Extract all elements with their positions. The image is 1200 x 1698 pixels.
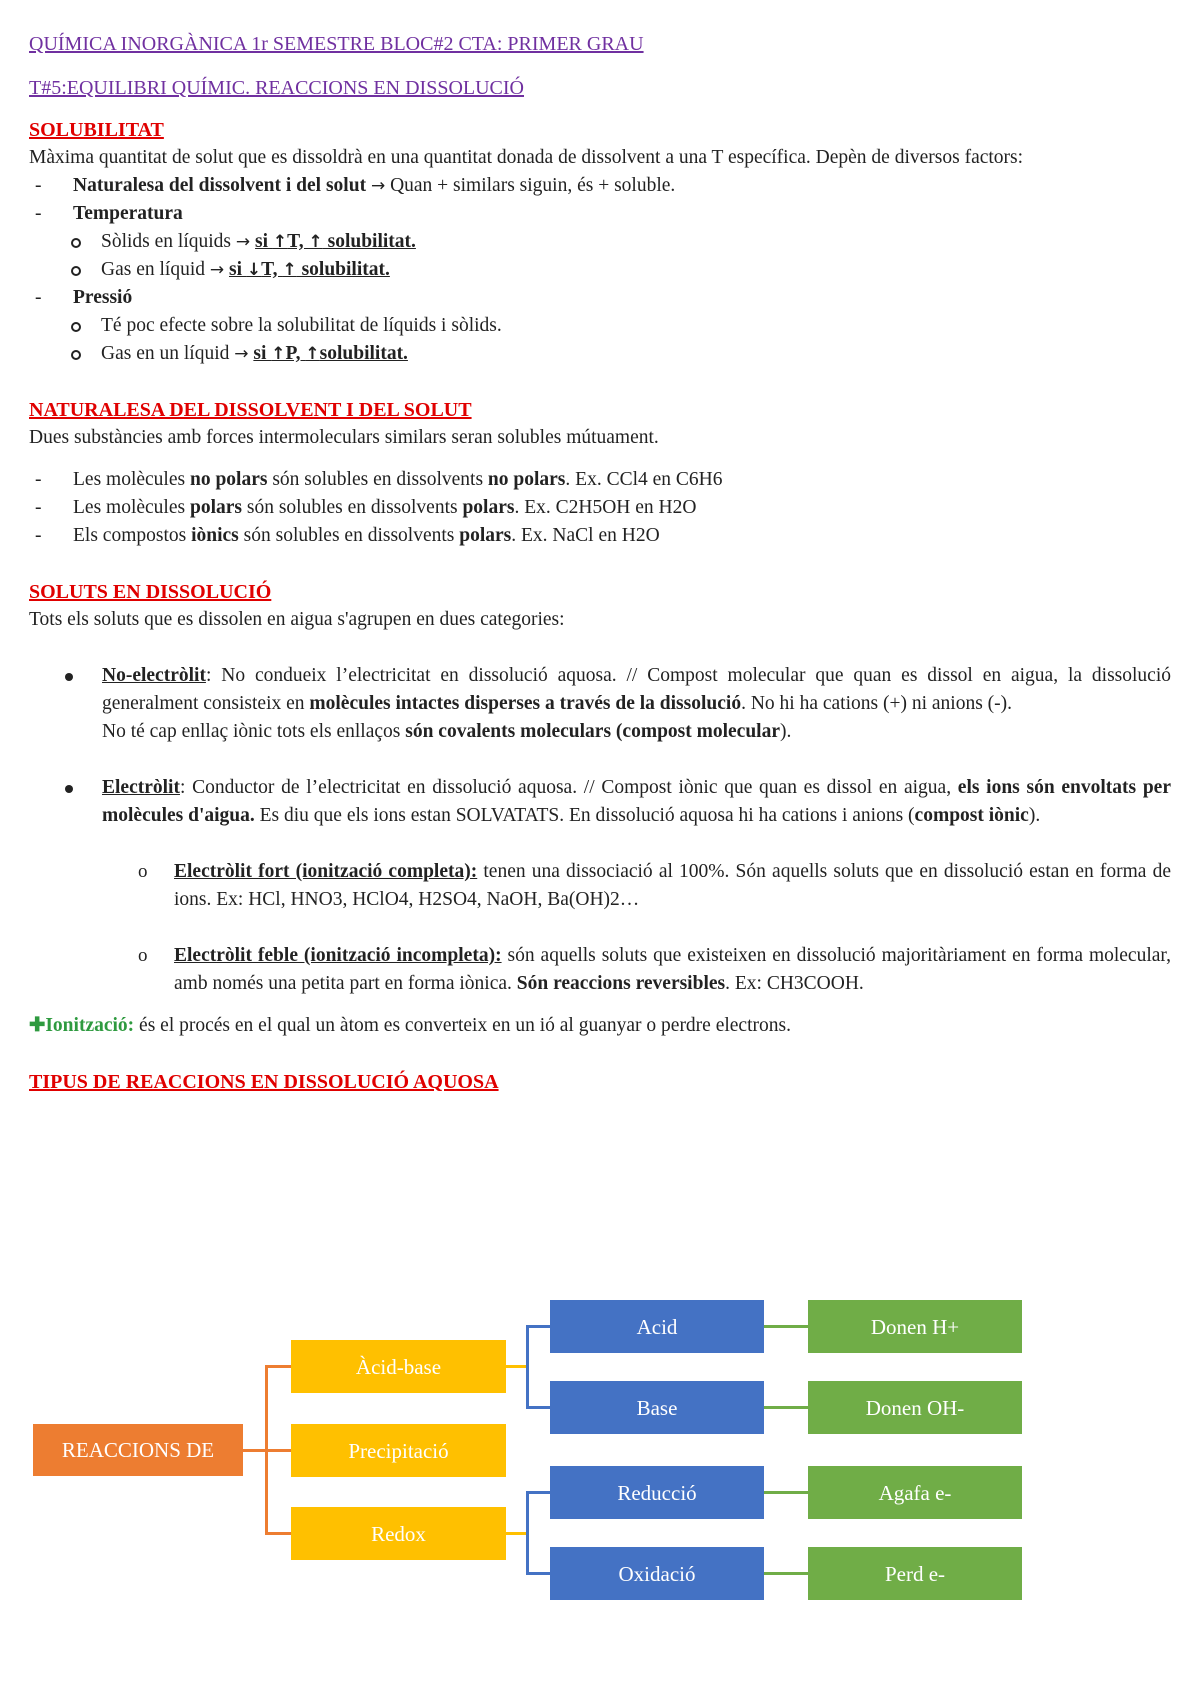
section-title-solubilitat: SOLUBILITAT: [29, 119, 164, 141]
document-page: [29, 30, 1171, 1096]
factor-pressio: - Pressió: [73, 284, 1171, 312]
temp-gas: Gas en líquid → si ↓T, ↑ solubilitat.: [101, 256, 1171, 284]
electrolit-subtypes: [29, 858, 1171, 914]
diagram-donen-oh-box: Donen OH-: [808, 1381, 1022, 1434]
solubilitat-intro: Màxima quantitat de solut que es dissoldrà en una quantitat donada de dissolvent a una T específica. Depèn de diversos factors:: [29, 147, 1024, 168]
naturalesa-list: [29, 466, 1171, 550]
diagram-agafa-box: Agafa e-: [808, 1466, 1022, 1519]
diagram-redox-box: Redox: [291, 1507, 506, 1560]
arrow-up-icon: ↑: [305, 344, 320, 364]
no-electrolit-item: No-electròlit: No condueix l’electricitat en dissolució aquosa. // Compost molecular que quan es dissol en aigua, la dissolució generalment consisteix en molècules intactes disperses a través de la dissolució. No hi ha cations (+) ni anions (-). No té cap enllaç iònic tots els enllaços són covalents moleculars (compost molecular).: [102, 662, 1171, 746]
arrow-up-icon: ↑: [308, 232, 323, 252]
diagram-donen-h-box: Donen H+: [808, 1300, 1022, 1353]
section-title-tipus: TIPUS DE REACCIONS EN DISSOLUCIÓ AQUOSA: [29, 1071, 499, 1093]
diagram-acid-base-box: Àcid-base: [291, 1340, 506, 1393]
naturalesa-item-1: - Les molècules no polars són solubles en dissolvents no polars. Ex. CCl4 en C6H6: [73, 466, 1171, 494]
temperatura-subitems: [29, 228, 1171, 284]
ionitzacio-note: ✚Ionització: és el procés en el qual un àtom es converteix en un ió al guanyar o perdre electrons.: [29, 1015, 791, 1036]
arrow-up-icon: ↑: [282, 260, 297, 280]
solubilitat-factors-2: [29, 284, 1171, 312]
diagram-perd-box: Perd e-: [808, 1547, 1022, 1600]
naturalesa-intro: Dues substàncies amb forces intermoleculars similars seran solubles mútuament.: [29, 427, 659, 448]
arrow-right-icon: →: [209, 260, 225, 280]
topic-title: T#5:EQUILIBRI QUÍMIC. REACCIONS EN DISSOLUCIÓ: [29, 77, 524, 99]
diagram-acid-box: Acid: [550, 1300, 764, 1353]
arrow-up-icon: ↑: [272, 232, 288, 252]
arrow-up-icon: ↑: [271, 344, 286, 364]
diagram-reduccio-box: Reducció: [550, 1466, 764, 1519]
diagram-precipitacio-box: Precipitació: [291, 1424, 506, 1477]
electrolit-item: Electròlit: Conductor de l’electricitat en dissolució aquosa. // Compost iònic que quan es dissol en aigua, els ions són envoltats per molècules d'aigua. Es diu que els ions estan SOLVATATS. En dissolució aquosa hi ha cations i anions (compost iònic).: [102, 774, 1171, 830]
soluts-list: [29, 662, 1171, 746]
electrolit-subtypes-2: [29, 942, 1171, 998]
arrow-right-icon: →: [234, 344, 249, 364]
factor-temperatura: - Temperatura: [73, 200, 1171, 228]
diagram-base-box: Base: [550, 1381, 764, 1434]
pressio-item-1: Té poc efecte sobre la solubilitat de líquids i sòlids.: [101, 312, 1171, 340]
diagram-root-box: REACCIONS DE: [33, 1424, 243, 1476]
arrow-right-icon: →: [370, 176, 386, 196]
plus-icon: ✚: [29, 1015, 46, 1036]
naturalesa-item-3: - Els compostos iònics són solubles en dissolvents polars. Ex. NaCl en H2O: [73, 522, 1171, 550]
section-title-soluts: SOLUTS EN DISSOLUCIÓ: [29, 581, 272, 603]
pressio-item-2: Gas en un líquid → si ↑P, ↑solubilitat.: [101, 340, 1171, 368]
diagram-oxidacio-box: Oxidació: [550, 1547, 764, 1600]
section-title-naturalesa: NATURALESA DEL DISSOLVENT I DEL SOLUT: [29, 399, 472, 421]
electrolit-feble: o Electròlit feble (ionització incompleta): són aquells soluts que existeixen en dissolució majoritàriament en forma molecular, amb només una petita part en forma iònica. Són reaccions reversibles. Ex: CH3COOH.: [174, 942, 1171, 998]
naturalesa-item-2: - Les molècules polars són solubles en dissolvents polars. Ex. C2H5OH en H2O: [73, 494, 1171, 522]
temp-solids: Sòlids en líquids → si ↑T, ↑ solubilitat.: [101, 228, 1171, 256]
course-title: QUÍMICA INORGÀNICA 1r SEMESTRE BLOC#2 CTA: PRIMER GRAU: [29, 33, 644, 55]
soluts-intro: Tots els soluts que es dissolen en aigua s'agrupen en dues categories:: [29, 609, 565, 630]
soluts-list-2: [29, 774, 1171, 830]
pressio-subitems: [29, 312, 1171, 368]
factor-naturalesa: - Naturalesa del dissolvent i del solut → Quan + similars siguin, és + soluble.: [73, 172, 1171, 200]
arrow-right-icon: →: [235, 232, 251, 252]
arrow-down-icon: ↓: [246, 260, 262, 280]
solubilitat-factors: [29, 172, 1171, 228]
electrolit-fort: o Electròlit fort (ionització completa): tenen una dissociació al 100%. Són aquells soluts que en dissolució estan en forma de ions. Ex: HCl, HNO3, HClO4, H2SO4, NaOH, Ba(OH)2…: [174, 858, 1171, 914]
